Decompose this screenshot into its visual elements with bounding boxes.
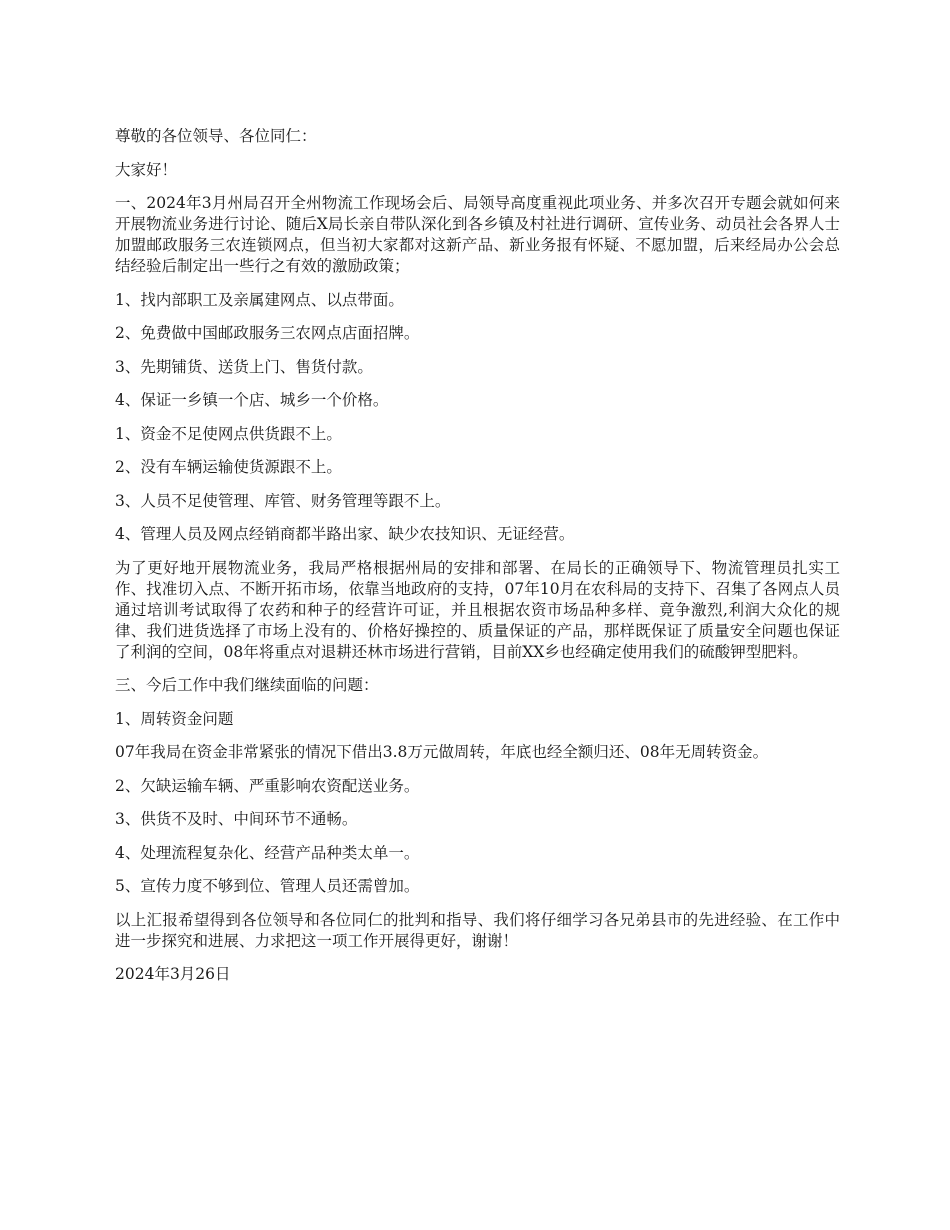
section-one-paragraph: 一、2024年3月州局召开全州物流工作现场会后、局领导高度重视此项业务、并多次召开专题会就如何来开展物流业务进行讨论、随后X局长亲自带队深化到各乡镇及村社进行调研、宣传业务、动员社会各界人士加盟邮政服务三农连锁网点，但当初大家都对这新产品、新业务报有怀疑、不愿加盟，后来经局办公会总结经验后制定出一些行之有效的激励政策； [115,194,840,275]
list-item: 4、管理人员及网点经销商都半路出家、缺少农技知识、无证经营。 [115,525,575,543]
list-item: 4、处理流程复杂化、经营产品种类太单一。 [115,843,420,862]
section-three-heading: 三、今后工作中我们继续面临的问题： [115,676,379,694]
body-paragraph: 为了更好地开展物流业务，我局严格根据州局的安排和部署、在局长的正确领导下、物流管理员扎实工作、找准切入点、不断开拓市场，依靠当地政府的支持，07年10月在农科局的支持下、召集了各网点人员通过培训考试取得了农药和种子的经营许可证，并且根据农资市场品种多样、竟争激烈,利润大众化的规律、我们进货选择了市场上没有的、价格好操控的、质量保证的产品，那样既保证了质量安全问题也保证了利润的空间，08年将重点对退耕还林市场进行营销，目前XX乡也经确定使用我们的硫酸钾型肥料。 [115,558,840,661]
list-item: 3、人员不足使管理、库管、财务管理等跟不上。 [115,491,451,510]
document-body [115,126,840,998]
list-item: 1、资金不足使网点供货跟不上。 [115,424,342,443]
list-item: 3、先期铺货、送货上门、售货付款。 [115,357,373,376]
body-paragraph: 07年我局在资金非常紧张的情况下借出3.8万元做周转，年底也经全额归还、08年无周转资金。 [115,743,769,761]
list-item: 2、欠缺运输车辆、严重影响农资配送业务。 [115,776,420,795]
list-item: 3、供货不及时、中间环节不通畅。 [115,810,358,828]
closing-paragraph: 以上汇报希望得到各位领导和各位同仁的批判和指导、我们将仔细学习各兄弟县市的先进经验、在工作中进一步探究和进展、力求把这一项工作开展得更好，谢谢！ [115,910,840,950]
greeting: 大家好！ [115,160,178,179]
list-item: 5、宣传力度不够到位、管理人员还需曾加。 [115,877,420,895]
document-date: 2024年3月26日 [115,965,231,983]
list-item: 1、周转资金问题 [115,709,234,728]
list-item: 1、找内部职工及亲属建网点、以点带面。 [115,290,404,309]
list-item: 2、没有车辆运输使货源跟不上。 [115,458,342,476]
list-item: 4、保证一乡镇一个店、城乡一个价格。 [115,391,389,409]
list-item: 2、免费做中国邮政服务三农网点店面招牌。 [115,324,420,342]
salutation: 尊敬的各位领导、各位同仁： [115,127,317,145]
